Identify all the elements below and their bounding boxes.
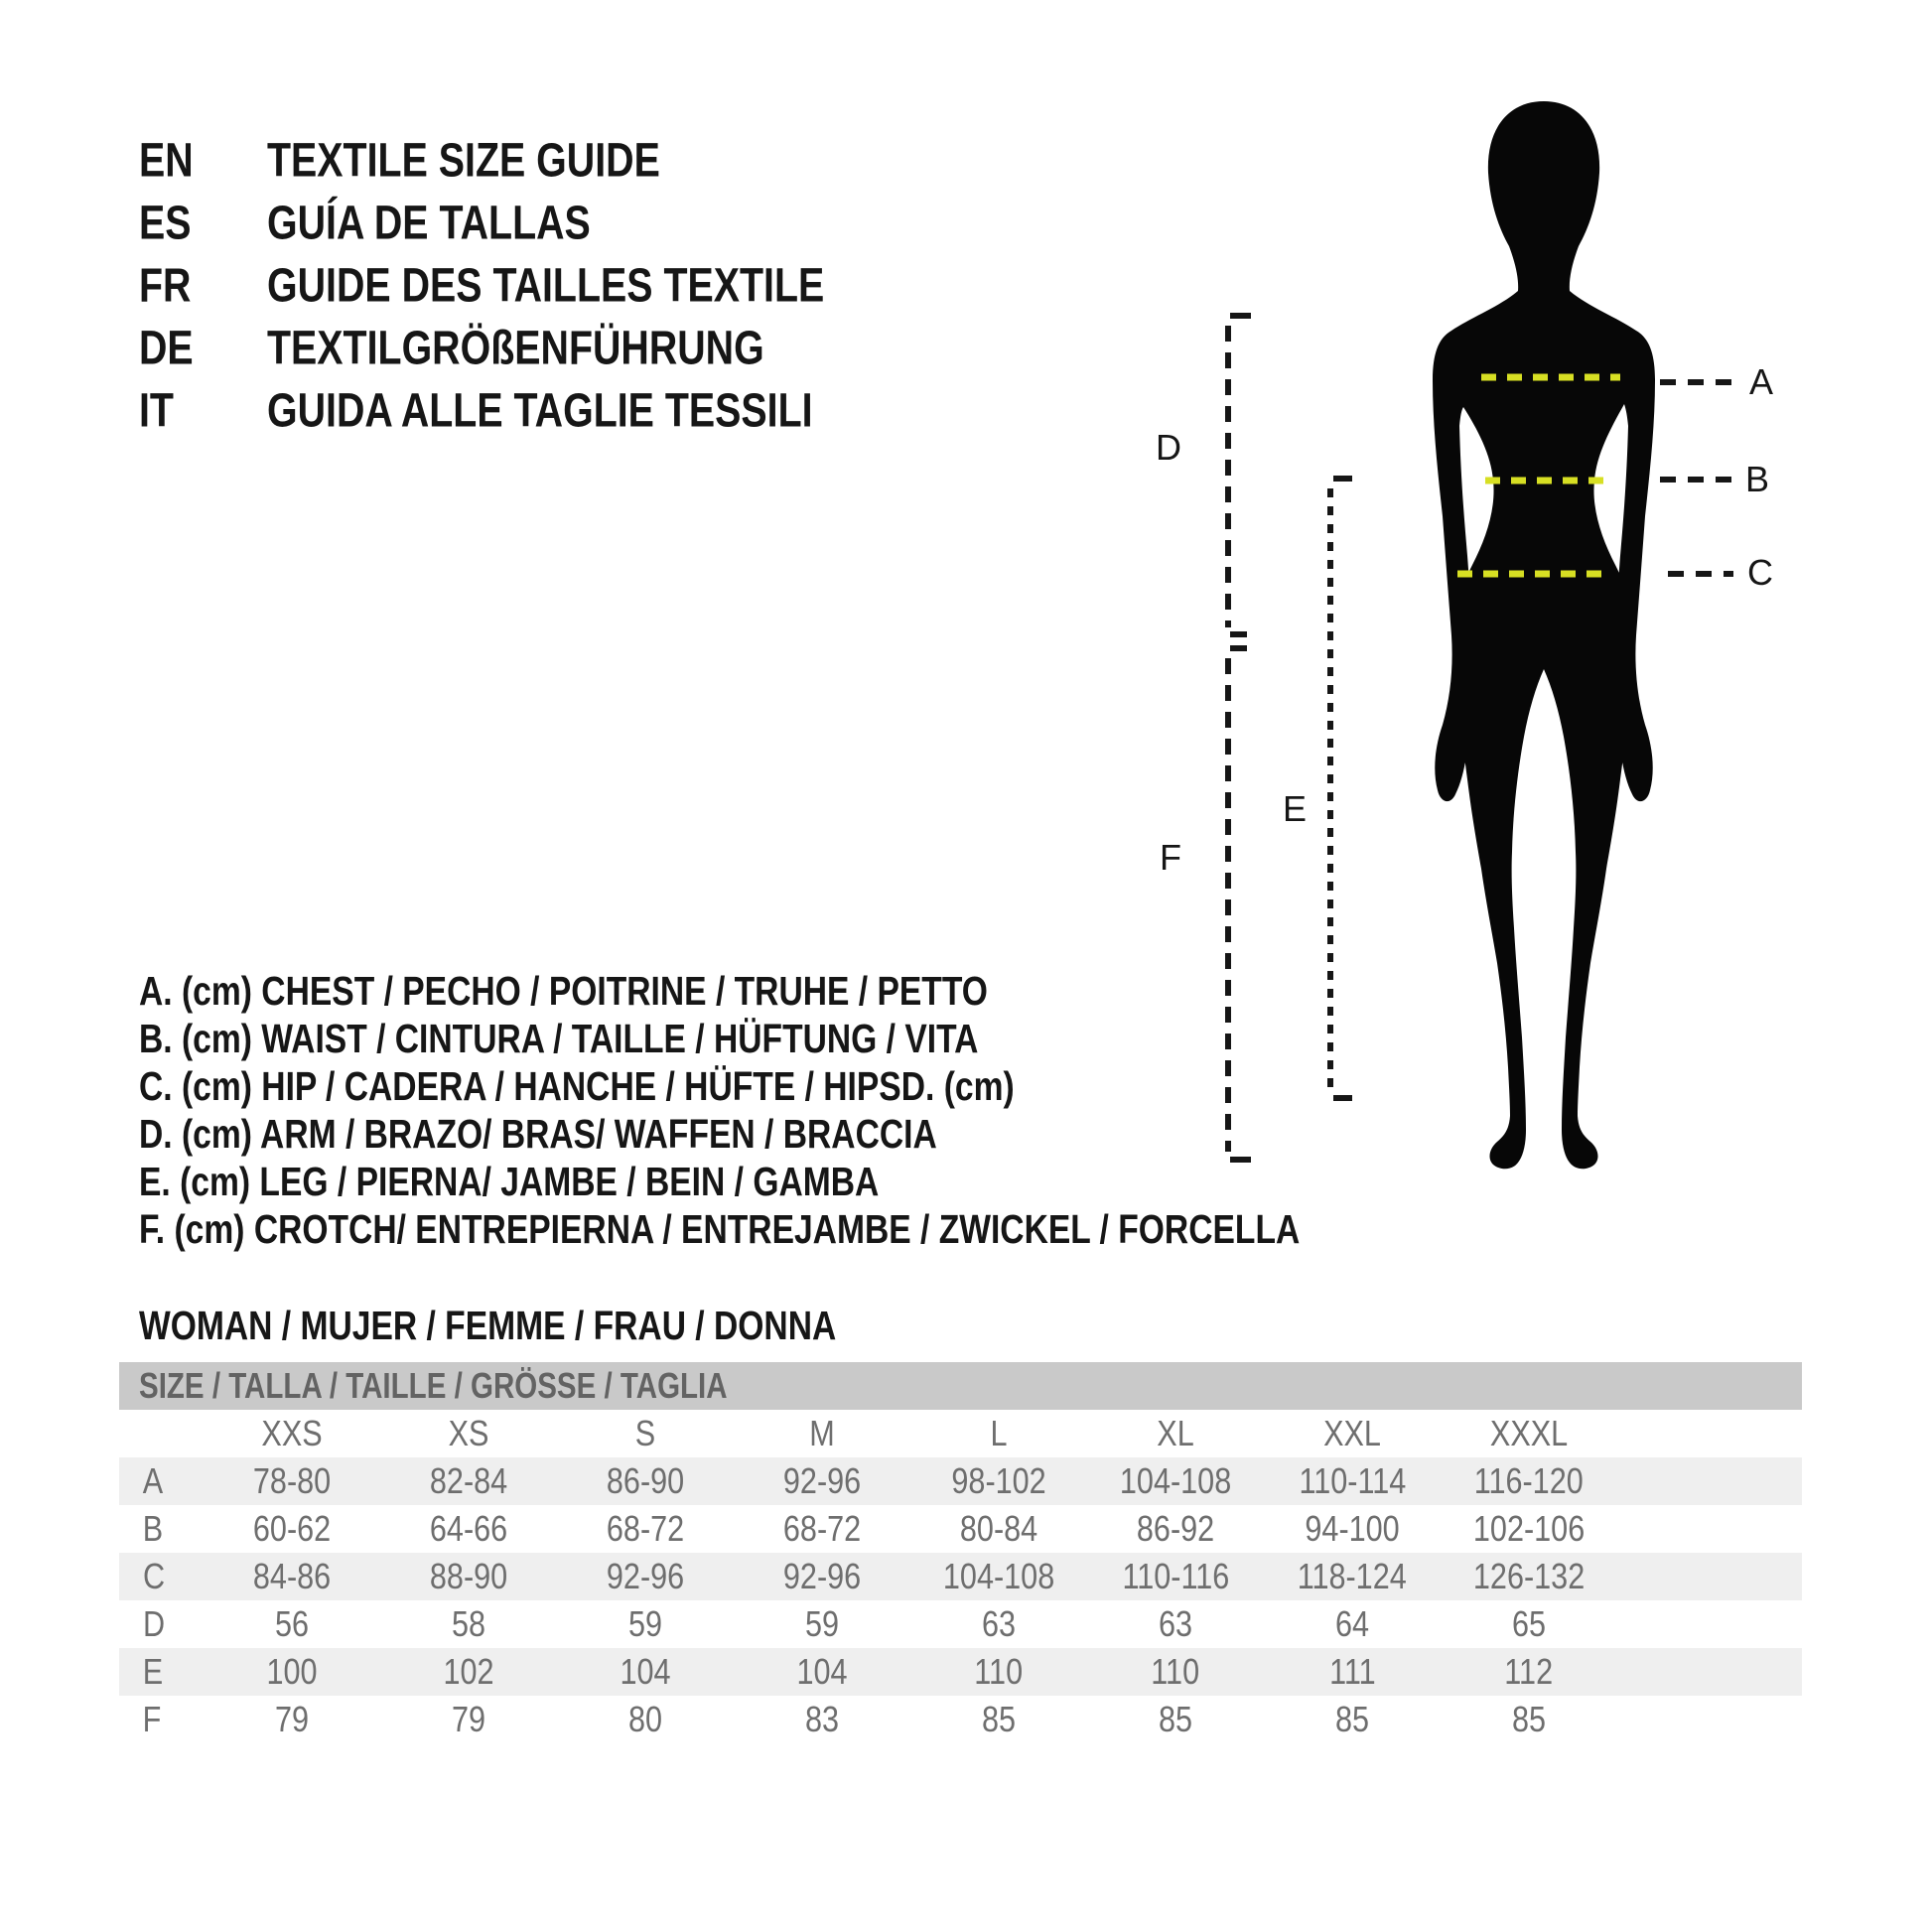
row-label: F	[142, 1699, 162, 1739]
chest-label: A	[1749, 361, 1774, 402]
table-cell: 58	[451, 1603, 486, 1644]
size-col-header: XXL	[1323, 1413, 1381, 1453]
legend-crotch: F. (cm) CROTCH/ ENTREPIERNA / ENTREJAMBE / ZWICKEL / FORCELLA	[139, 1206, 1301, 1252]
table-cell: 63	[1158, 1603, 1193, 1644]
hip-label: C	[1747, 552, 1773, 593]
table-cell: 126-132	[1472, 1556, 1586, 1596]
table-row-hip	[119, 1553, 1802, 1600]
row-label: D	[142, 1603, 166, 1644]
table-cell: 63	[981, 1603, 1017, 1644]
table-cell: 88-90	[429, 1556, 508, 1596]
language-code: FR	[139, 259, 192, 312]
table-header-bar	[119, 1362, 1802, 1410]
table-cell: 64-66	[429, 1508, 508, 1549]
table-cell: 102	[443, 1651, 494, 1692]
guide-title: TEXTILE SIZE GUIDE	[267, 134, 660, 187]
table-cell: 80	[627, 1699, 663, 1739]
row-label: A	[142, 1460, 164, 1501]
table-cell: 110-114	[1299, 1460, 1406, 1501]
row-label: C	[142, 1556, 166, 1596]
language-code: DE	[139, 322, 194, 374]
row-label: E	[142, 1651, 164, 1692]
arm-label: D	[1156, 427, 1181, 468]
table-cell: 60-62	[252, 1508, 332, 1549]
table-cell: 92-96	[606, 1556, 685, 1596]
table-row-waist	[119, 1505, 1802, 1553]
table-cell: 86-90	[606, 1460, 685, 1501]
size-col-header: XL	[1157, 1413, 1194, 1453]
legend-waist: B. (cm) WAIST / CINTURA / TAILLE / HÜFTUNG / VITA	[139, 1016, 979, 1061]
table-cell: 85	[1158, 1699, 1193, 1739]
size-header-row	[119, 1410, 1802, 1457]
table-cell: 86-92	[1136, 1508, 1215, 1549]
table-cell: 92-96	[782, 1460, 862, 1501]
table-cell: 104	[620, 1651, 671, 1692]
table-row-chest	[119, 1457, 1802, 1505]
table-cell: 85	[1334, 1699, 1370, 1739]
table-cell: 79	[274, 1699, 310, 1739]
size-col-header: XS	[448, 1413, 489, 1453]
table-cell: 98-102	[951, 1460, 1046, 1501]
table-cell: 92-96	[782, 1556, 862, 1596]
size-col-header: L	[990, 1413, 1008, 1453]
table-cell: 110	[974, 1651, 1024, 1692]
table-cell: 116-120	[1473, 1460, 1585, 1501]
table-cell: 85	[1511, 1699, 1547, 1739]
table-cell: 110-116	[1122, 1556, 1229, 1596]
size-table	[119, 1362, 1802, 1743]
section-title-woman: WOMAN / MUJER / FEMME / FRAU / DONNA	[139, 1303, 837, 1348]
table-cell: 111	[1328, 1651, 1376, 1692]
table-cell: 68-72	[606, 1508, 685, 1549]
table-cell: 79	[451, 1699, 486, 1739]
table-cell: 80-84	[959, 1508, 1038, 1549]
table-cell: 85	[981, 1699, 1017, 1739]
crotch-label: F	[1160, 837, 1181, 878]
table-cell: 104	[796, 1651, 848, 1692]
table-cell: 112	[1504, 1651, 1554, 1692]
table-cell: 110	[1151, 1651, 1200, 1692]
table-cell: 64	[1334, 1603, 1370, 1644]
table-cell: 84-86	[252, 1556, 332, 1596]
table-header-title: SIZE / TALLA / TAILLE / GRÖSSE / TAGLIA	[139, 1365, 728, 1406]
row-label: B	[142, 1508, 164, 1549]
table-cell: 65	[1511, 1603, 1547, 1644]
size-col-header: XXXL	[1489, 1413, 1569, 1453]
guide-title: TEXTILGRÖßENFÜHRUNG	[267, 322, 764, 374]
table-row-arm	[119, 1600, 1802, 1648]
waist-label: B	[1745, 459, 1770, 499]
table-cell: 104-108	[1119, 1460, 1232, 1501]
guide-title: GUIDE DES TAILLES TEXTILE	[267, 259, 825, 312]
table-cell: 82-84	[429, 1460, 508, 1501]
table-cell: 68-72	[782, 1508, 862, 1549]
table-cell: 94-100	[1305, 1508, 1400, 1549]
table-cell: 59	[804, 1603, 840, 1644]
table-cell: 83	[804, 1699, 840, 1739]
table-cell: 102-106	[1472, 1508, 1586, 1549]
size-col-header: M	[809, 1413, 835, 1453]
table-cell: 56	[274, 1603, 310, 1644]
table-cell: 78-80	[252, 1460, 332, 1501]
language-code: ES	[139, 197, 192, 249]
guide-title: GUÍA DE TALLAS	[267, 197, 591, 249]
table-cell: 59	[627, 1603, 663, 1644]
legend-leg: E. (cm) LEG / PIERNA/ JAMBE / BEIN / GAMBA	[139, 1159, 880, 1204]
table-row-crotch	[119, 1696, 1802, 1743]
measurement-legend	[139, 967, 1555, 1253]
legend-chest: A. (cm) CHEST / PECHO / POITRINE / TRUHE / PETTO	[139, 968, 988, 1014]
legend-arm: D. (cm) ARM / BRAZO/ BRAS/ WAFFEN / BRACCIA	[139, 1111, 937, 1157]
legend-hip: C. (cm) HIP / CADERA / HANCHE / HÜFTE / HIPSD. (cm)	[139, 1063, 1015, 1109]
table-cell: 118-124	[1297, 1556, 1408, 1596]
language-code: EN	[139, 134, 194, 187]
table-row-leg	[119, 1648, 1802, 1696]
leg-label: E	[1283, 788, 1308, 829]
size-col-header: S	[634, 1413, 656, 1453]
size-col-header: XXS	[261, 1413, 323, 1453]
table-cell: 100	[266, 1651, 318, 1692]
guide-title: GUIDA ALLE TAGLIE TESSILI	[267, 384, 813, 437]
table-cell: 104-108	[942, 1556, 1055, 1596]
language-code: IT	[139, 384, 174, 437]
